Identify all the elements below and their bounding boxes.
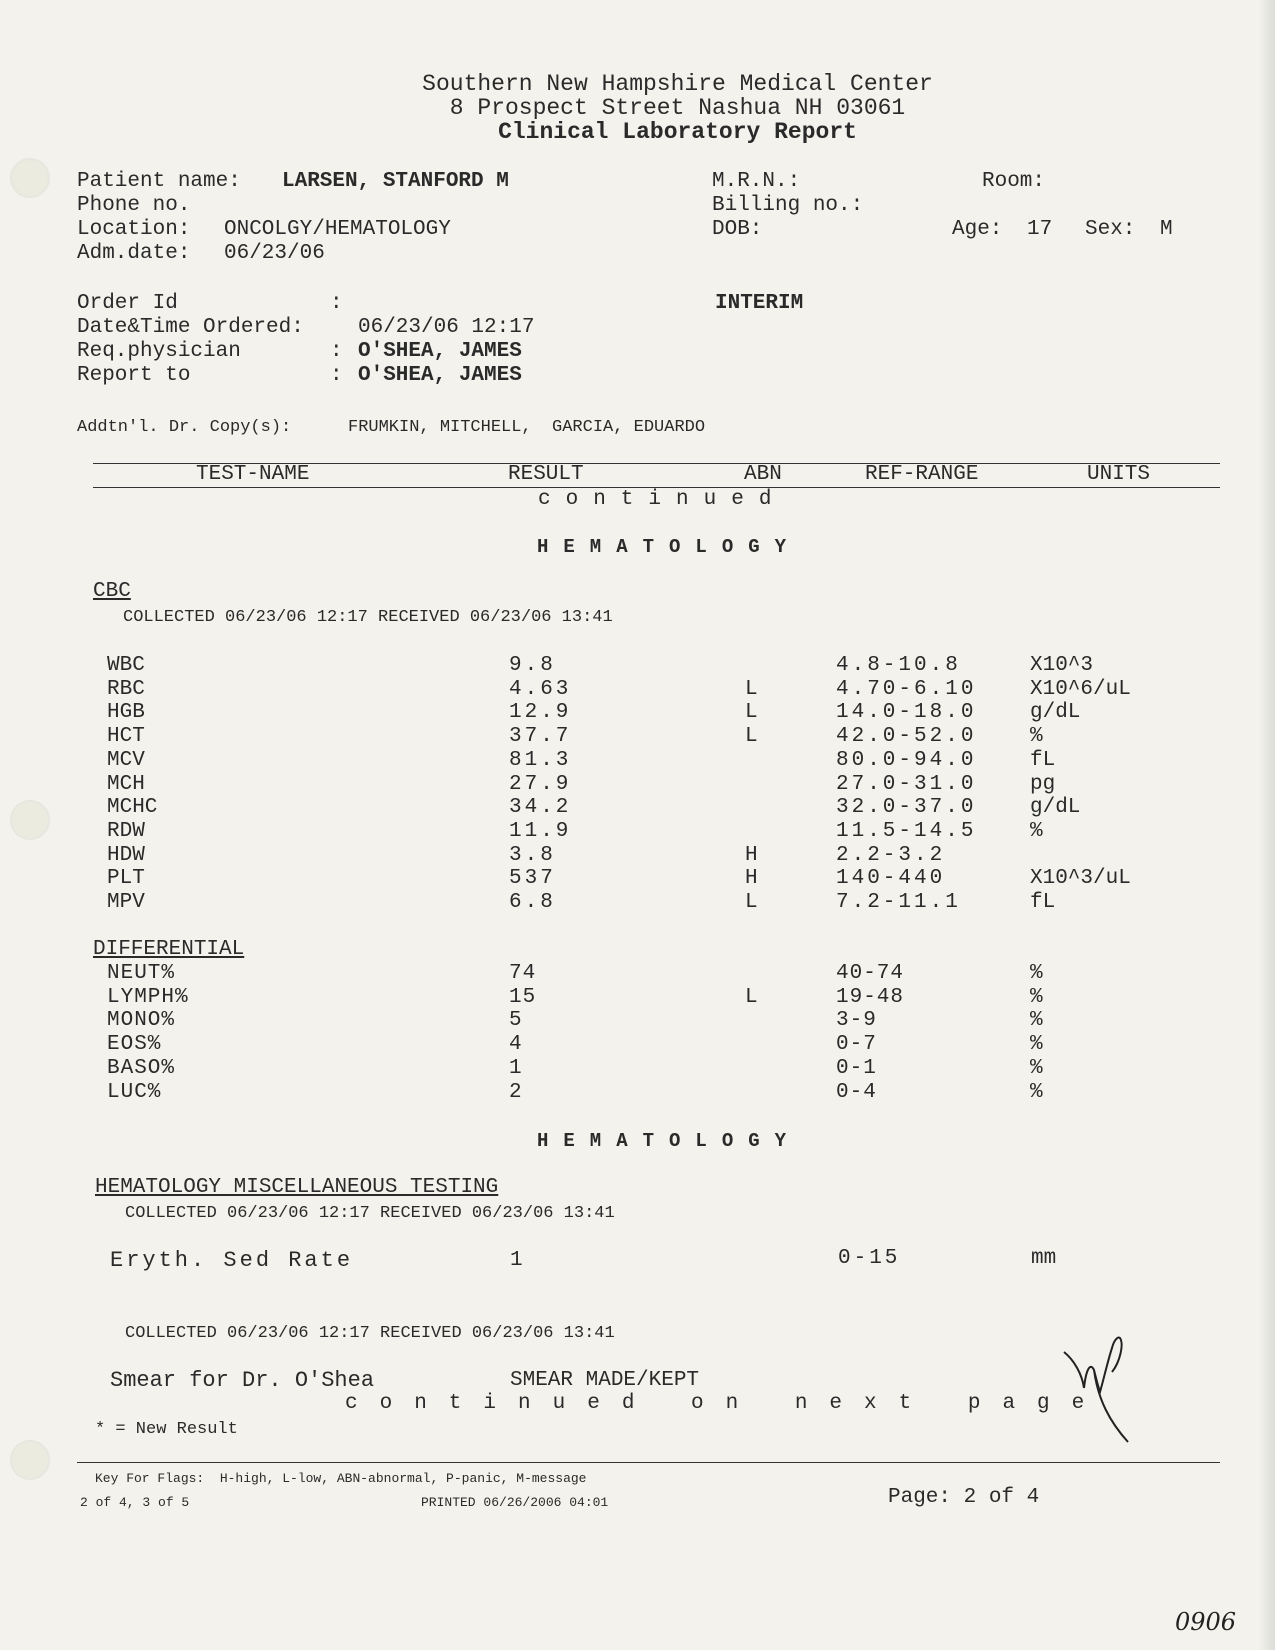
ref-range-cell: 11.5-14.5 [836, 819, 977, 843]
units-cell: X10^6/uL [1030, 677, 1131, 701]
smear-result: SMEAR MADE/KEPT [510, 1369, 700, 1392]
patient-name-label: Patient name: [77, 170, 241, 193]
age-value: 17 [1027, 218, 1053, 241]
test-name-cell: RBC [107, 677, 145, 701]
result-cell: 15 [509, 985, 537, 1009]
flags-key: Key For Flags: H-high, L-low, ABN-abnormal, P-panic, M-message [95, 1471, 587, 1486]
esr-result: 1 [510, 1249, 523, 1272]
ref-range-cell: 7.2-11.1 [836, 891, 961, 914]
ordered-label: Date&Time Ordered: [77, 316, 304, 339]
abn-flag-cell: L [745, 701, 758, 725]
test-name-cell: MONO% [107, 1009, 176, 1033]
footer-rule [77, 1462, 1220, 1463]
table-row [0, 701, 1275, 725]
result-cell: 2 [509, 1080, 523, 1104]
result-cell: 81.3 [509, 748, 572, 772]
smear-test: Smear for Dr. O'Shea [110, 1368, 375, 1393]
col-units: UNITS [1087, 463, 1151, 486]
table-row [0, 986, 1275, 1010]
units-cell: g/dL [1030, 701, 1081, 725]
abn-flag-cell: L [745, 725, 758, 749]
esr-units: mm [1031, 1247, 1057, 1270]
table-row [0, 1009, 1275, 1033]
table-row [0, 678, 1275, 702]
units-cell: % [1030, 1033, 1044, 1057]
table-row [0, 773, 1275, 797]
result-cell: 74 [509, 962, 537, 985]
table-row [0, 891, 1275, 915]
ref-range-cell: 4.70-6.10 [836, 677, 977, 701]
table-row [0, 962, 1275, 986]
report-status: INTERIM [715, 292, 804, 315]
punch-hole [10, 158, 50, 198]
test-name-cell: EOS% [107, 1033, 162, 1057]
facility-address: 8 Prospect Street Nashua NH 03061 [449, 95, 906, 121]
units-cell: % [1030, 1080, 1044, 1104]
esr-test: Eryth. Sed Rate [110, 1248, 354, 1273]
result-cell: 537 [509, 867, 556, 891]
test-name-cell: MCHC [107, 796, 158, 820]
cbc-collected: COLLECTED 06/23/06 12:17 RECEIVED 06/23/06 13:41 [123, 608, 613, 627]
result-cell: 1 [509, 1056, 523, 1080]
result-cell: 5 [509, 1009, 523, 1033]
req-physician-colon: : [330, 340, 343, 363]
continued-label: continued [538, 488, 787, 511]
order-id-colon: : [330, 292, 343, 315]
table-row [0, 1057, 1275, 1081]
ref-range-cell: 140-440 [836, 867, 946, 891]
result-cell: 27.9 [509, 772, 572, 796]
abn-flag-cell: L [745, 677, 758, 701]
test-name-cell: PLT [107, 867, 145, 891]
printed-timestamp: PRINTED 06/26/2006 04:01 [421, 1495, 609, 1510]
ref-range-cell: 19-48 [836, 985, 905, 1009]
report-sequence: 2 of 4, 3 of 5 [80, 1495, 190, 1510]
table-row [0, 820, 1275, 844]
result-cell: 12.9 [509, 701, 572, 725]
addtl-copies: FRUMKIN, MITCHELL, GARCIA, EDUARDO [348, 418, 706, 437]
order-id-label: Order Id [77, 292, 178, 315]
location-label: Location: [77, 218, 191, 241]
result-cell: 34.2 [509, 796, 572, 820]
units-cell: % [1030, 1009, 1044, 1033]
col-test-name: TEST-NAME [196, 463, 310, 486]
units-cell: % [1030, 819, 1043, 843]
addtl-copies-label: Addtn'l. Dr. Copy(s): [77, 418, 292, 437]
ref-range-cell: 3-9 [836, 1009, 877, 1033]
test-name-cell: RDW [107, 819, 145, 843]
test-name-cell: NEUT% [107, 962, 176, 985]
units-cell: X10^3 [1030, 654, 1094, 677]
units-cell: % [1030, 985, 1044, 1009]
result-cell: 4.63 [509, 677, 572, 701]
col-ref-range: REF-RANGE [865, 463, 979, 486]
result-cell: 4 [509, 1033, 523, 1057]
section-hematology: HEMATOLOGY [537, 536, 802, 558]
misc-collected: COLLECTED 06/23/06 12:17 RECEIVED 06/23/06 13:41 [125, 1204, 615, 1223]
ref-range-cell: 27.0-31.0 [836, 772, 977, 796]
report-to-label: Report to [77, 364, 191, 387]
units-cell: % [1030, 725, 1043, 749]
ref-range-cell: 32.0-37.0 [836, 796, 977, 820]
ref-range-cell: 42.0-52.0 [836, 725, 977, 749]
new-result-legend: * = New Result [95, 1420, 238, 1439]
section-hematology-2: HEMATOLOGY [537, 1130, 802, 1152]
result-cell: 3.8 [509, 843, 556, 867]
age-label: Age: [952, 218, 1003, 241]
patient-name: LARSEN, STANFORD M [282, 170, 509, 193]
ref-range-cell: 40-74 [836, 962, 905, 985]
test-name-cell: MCH [107, 772, 145, 796]
cbc-title: CBC [93, 580, 131, 603]
result-cell: 11.9 [509, 819, 572, 843]
table-row [0, 654, 1275, 678]
billing-label: Billing no.: [712, 194, 864, 217]
signature [1060, 1330, 1140, 1450]
room-label: Room: [982, 170, 1046, 193]
misc-title: HEMATOLOGY MISCELLANEOUS TESTING [95, 1176, 499, 1199]
phone-label: Phone no. [77, 194, 191, 217]
adm-date: 06/23/06 [224, 242, 325, 265]
test-name-cell: LYMPH% [107, 985, 189, 1009]
table-row [0, 844, 1275, 868]
units-cell: % [1030, 1056, 1044, 1080]
ref-range-cell: 80.0-94.0 [836, 748, 977, 772]
table-row [0, 725, 1275, 749]
units-cell: fL [1030, 748, 1056, 772]
abn-flag-cell: H [745, 867, 758, 891]
test-name-cell: LUC% [107, 1080, 162, 1104]
page-number: Page: 2 of 4 [888, 1486, 1040, 1509]
differential-title: DIFFERENTIAL [93, 938, 245, 961]
col-abn: ABN [744, 463, 782, 486]
sex-label: Sex: [1085, 218, 1136, 241]
report-title: Clinical Laboratory Report [498, 119, 857, 145]
table-row [0, 796, 1275, 820]
handwritten-number: 0906 [1175, 1608, 1237, 1636]
ref-range-cell: 0-1 [836, 1056, 877, 1080]
table-row [0, 1033, 1275, 1057]
result-cell: 6.8 [509, 891, 556, 914]
ref-range-cell: 0-4 [836, 1080, 877, 1104]
esr-ref: 0-15 [838, 1247, 901, 1270]
col-result: RESULT [508, 463, 584, 486]
test-name-cell: HDW [107, 843, 145, 867]
test-name-cell: HCT [107, 725, 145, 749]
test-name-cell: HGB [107, 701, 145, 725]
abn-flag-cell: H [745, 843, 758, 867]
abn-flag-cell: L [745, 891, 758, 914]
ref-range-cell: 14.0-18.0 [836, 701, 977, 725]
continued-next-page: continued on next page [345, 1392, 1107, 1415]
adm-date-label: Adm.date: [77, 242, 191, 265]
table-row [0, 1081, 1275, 1105]
ref-range-cell: 2.2-3.2 [836, 843, 946, 867]
report-to: O'SHEA, JAMES [358, 364, 522, 387]
units-cell: % [1030, 962, 1044, 985]
facility-name: Southern New Hampshire Medical Center [422, 71, 933, 97]
units-cell: X10^3/uL [1030, 867, 1131, 891]
ordered-datetime: 06/23/06 12:17 [358, 316, 535, 339]
test-name-cell: MPV [107, 891, 145, 914]
mrn-label: M.R.N.: [712, 170, 801, 193]
punch-hole [10, 1440, 50, 1480]
test-name-cell: MCV [107, 748, 145, 772]
table-row [0, 749, 1275, 773]
units-cell: g/dL [1030, 796, 1081, 820]
req-physician: O'SHEA, JAMES [358, 340, 522, 363]
report-to-colon: : [330, 364, 343, 387]
result-cell: 37.7 [509, 725, 572, 749]
ref-range-cell: 4.8-10.8 [836, 654, 961, 677]
smear-collected: COLLECTED 06/23/06 12:17 RECEIVED 06/23/06 13:41 [125, 1324, 615, 1343]
table-row [0, 867, 1275, 891]
result-cell: 9.8 [509, 654, 556, 677]
abn-flag-cell: L [745, 985, 759, 1009]
dob-label: DOB: [712, 218, 763, 241]
test-name-cell: BASO% [107, 1056, 176, 1080]
units-cell: pg [1030, 772, 1056, 796]
ref-range-cell: 0-7 [836, 1033, 877, 1057]
sex-value: M [1160, 218, 1173, 241]
test-name-cell: WBC [107, 654, 145, 677]
location-value: ONCOLGY/HEMATOLOGY [224, 218, 451, 241]
units-cell: fL [1030, 891, 1056, 914]
req-physician-label: Req.physician [77, 340, 241, 363]
